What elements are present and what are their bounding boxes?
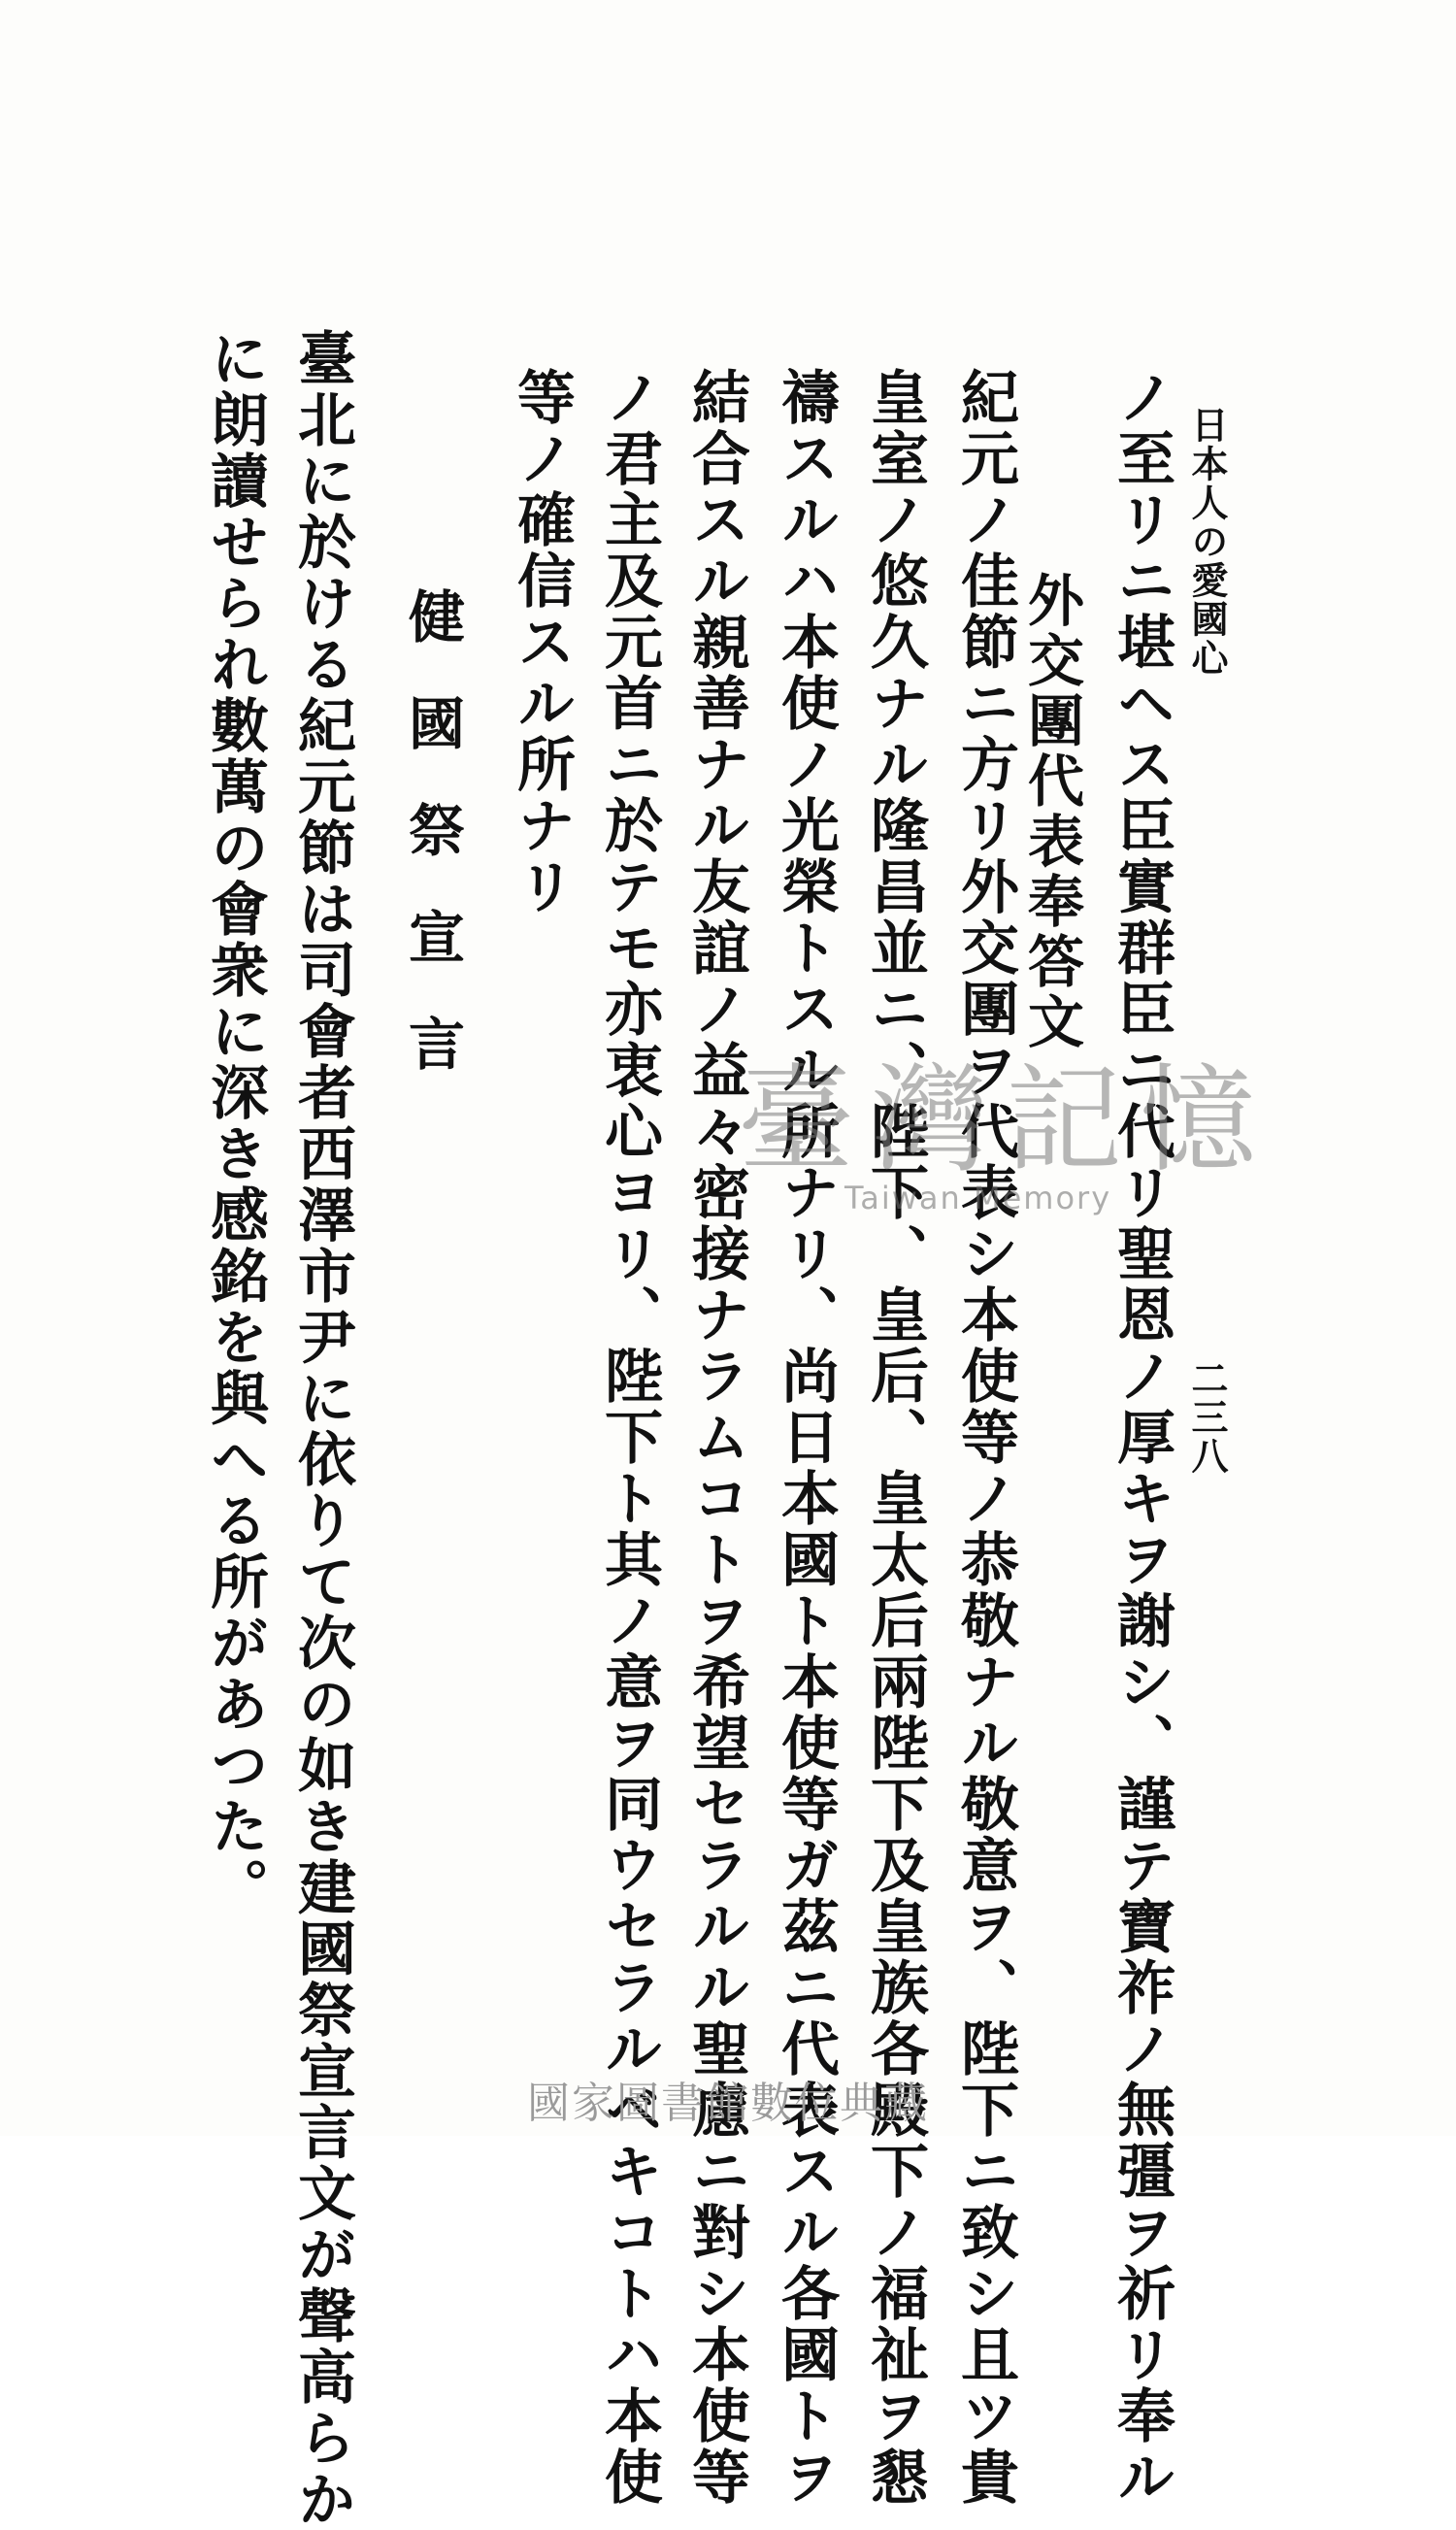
text-column-4: 皇室ノ悠久ナル隆昌並ニ、陛下、皇后、皇太后兩陛下及皇族各殿下ノ福祉ヲ懇 xyxy=(861,367,929,2508)
text-column-6: 結合スル親善ナル友誼ノ益々密接ナラムコトヲ希望セラルル聖慮ニ對シ本使等 xyxy=(682,367,750,2508)
text-column-8: 等ノ確信スル所ナリ xyxy=(508,367,576,917)
watermark-logo-text-en: Taiwan Memory xyxy=(844,1180,1112,1216)
text-column-1: ノ至リニ堪ヘス臣實群臣ニ代リ聖恩ノ厚キヲ謝シ、謹テ寶祚ノ無彊ヲ祈リ奉ル xyxy=(1108,367,1175,2508)
watermark-logo-text: 臺灣記憶 xyxy=(738,1053,1274,1188)
text-column-10: 臺北に於ける紀元節は司會者西澤市尹に依りて次の如き建國祭宣言文が聲高らか xyxy=(288,328,356,2530)
text-column-5: 禱スルハ本使ノ光榮トスル所ナリ、尚日本國ト本使等ガ茲ニ代表スル各國トヲ xyxy=(772,367,840,2508)
taiwan-memory-watermark xyxy=(738,1053,1437,1228)
library-credit: 國家圖書館數位典藏 xyxy=(527,2079,929,2128)
running-title: 日本人の愛國心 xyxy=(1185,406,1229,678)
page-number: 二三八 xyxy=(1185,1359,1229,1476)
text-column-7: ノ君主及元首ニ於テモ亦衷心ヨリ、陛下ト其ノ意ヲ同ウセラルベキコトハ本使 xyxy=(595,367,663,2508)
section-heading-reply: 外交團代表奉答文 xyxy=(1018,571,1084,1052)
text-column-11: に朗讀せられ數萬の會衆に深き感銘を與へる所があつた。 xyxy=(201,328,269,1918)
section-heading-declaration: 健國祭宣言 xyxy=(399,587,465,1121)
text-column-3: 紀元ノ佳節ニ方リ外交團ヲ代表シ本使等ノ恭敬ナル敬意ヲ、陛下ニ致シ且ツ貴 xyxy=(951,367,1019,2508)
